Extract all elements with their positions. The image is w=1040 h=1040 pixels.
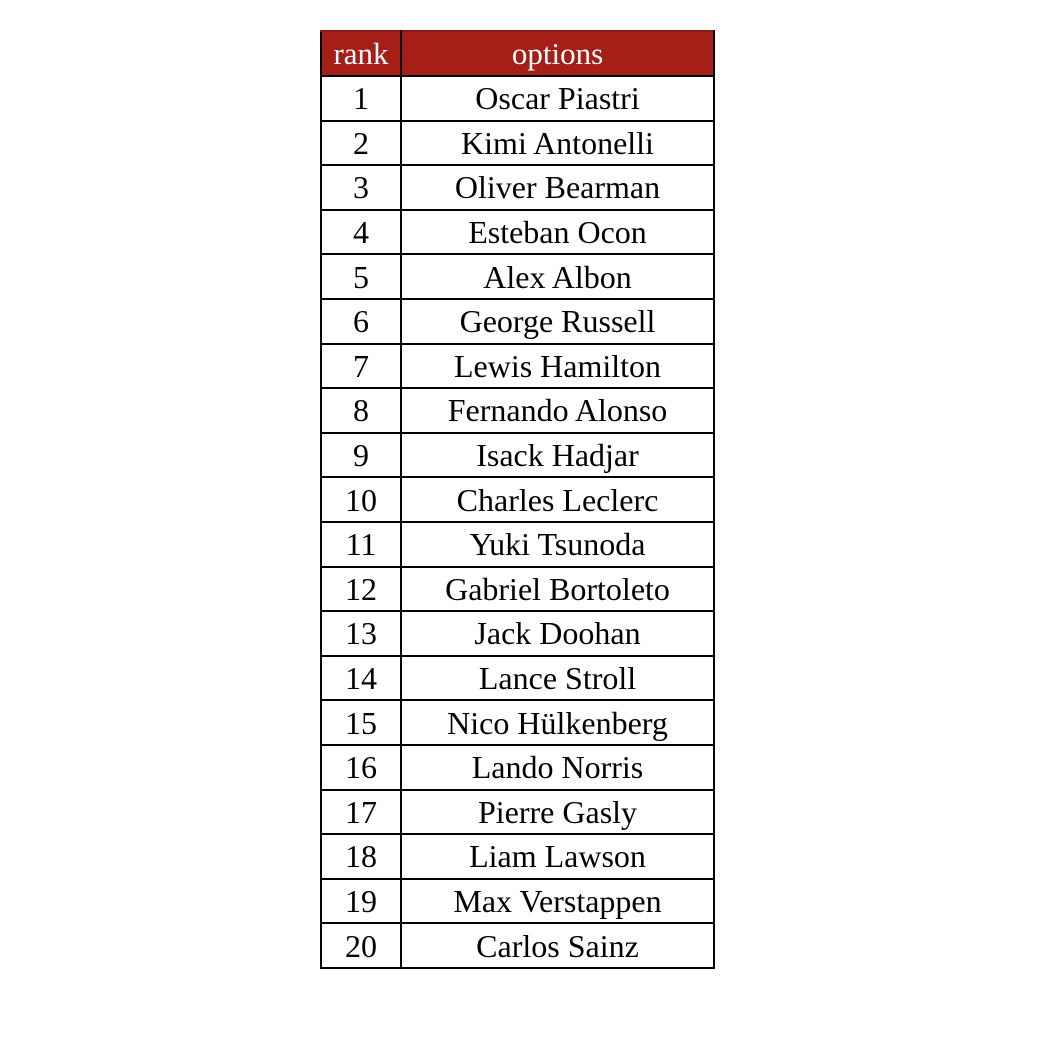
option-cell: Max Verstappen [401,879,714,924]
rank-cell: 11 [321,522,401,567]
option-cell: Pierre Gasly [401,790,714,835]
rank-cell: 9 [321,433,401,478]
option-cell: Oliver Bearman [401,165,714,210]
option-cell: Esteban Ocon [401,210,714,255]
rank-cell: 3 [321,165,401,210]
option-cell: Carlos Sainz [401,923,714,968]
table-row [321,121,714,166]
table-row [321,879,714,924]
rank-cell: 8 [321,388,401,433]
option-cell: Lewis Hamilton [401,344,714,389]
option-cell: Gabriel Bortoleto [401,567,714,612]
table-row [321,923,714,968]
rank-cell: 7 [321,344,401,389]
rank-cell: 5 [321,254,401,299]
option-cell: Lando Norris [401,745,714,790]
table-row [321,210,714,255]
rank-cell: 19 [321,879,401,924]
option-cell: Jack Doohan [401,611,714,656]
options-column-header: options [401,31,714,76]
rank-cell: 20 [321,923,401,968]
table-row [321,700,714,745]
table-row [321,834,714,879]
option-cell: Kimi Antonelli [401,121,714,166]
rank-cell: 14 [321,656,401,701]
option-cell: Oscar Piastri [401,76,714,121]
rank-cell: 10 [321,477,401,522]
table-row [321,522,714,567]
rank-cell: 2 [321,121,401,166]
option-cell: Liam Lawson [401,834,714,879]
table-body [321,76,714,968]
rank-cell: 13 [321,611,401,656]
table-row [321,745,714,790]
rank-cell: 18 [321,834,401,879]
option-cell: Isack Hadjar [401,433,714,478]
rank-cell: 6 [321,299,401,344]
option-cell: Charles Leclerc [401,477,714,522]
table-row [321,433,714,478]
rank-cell: 4 [321,210,401,255]
table-row [321,611,714,656]
option-cell: Fernando Alonso [401,388,714,433]
option-cell: Lance Stroll [401,656,714,701]
option-cell: George Russell [401,299,714,344]
option-cell: Nico Hülkenberg [401,700,714,745]
rank-cell: 1 [321,76,401,121]
rank-cell: 16 [321,745,401,790]
table-row [321,477,714,522]
table-row [321,344,714,389]
table-row [321,299,714,344]
table-row [321,254,714,299]
table-row [321,790,714,835]
table-row [321,165,714,210]
rank-cell: 12 [321,567,401,612]
ranking-table [320,30,715,969]
rank-cell: 17 [321,790,401,835]
table-row [321,656,714,701]
table-row [321,388,714,433]
table-row [321,76,714,121]
table-header [321,31,714,76]
header-row [321,31,714,76]
option-cell: Alex Albon [401,254,714,299]
rank-column-header: rank [321,31,401,76]
rank-cell: 15 [321,700,401,745]
table-row [321,567,714,612]
option-cell: Yuki Tsunoda [401,522,714,567]
